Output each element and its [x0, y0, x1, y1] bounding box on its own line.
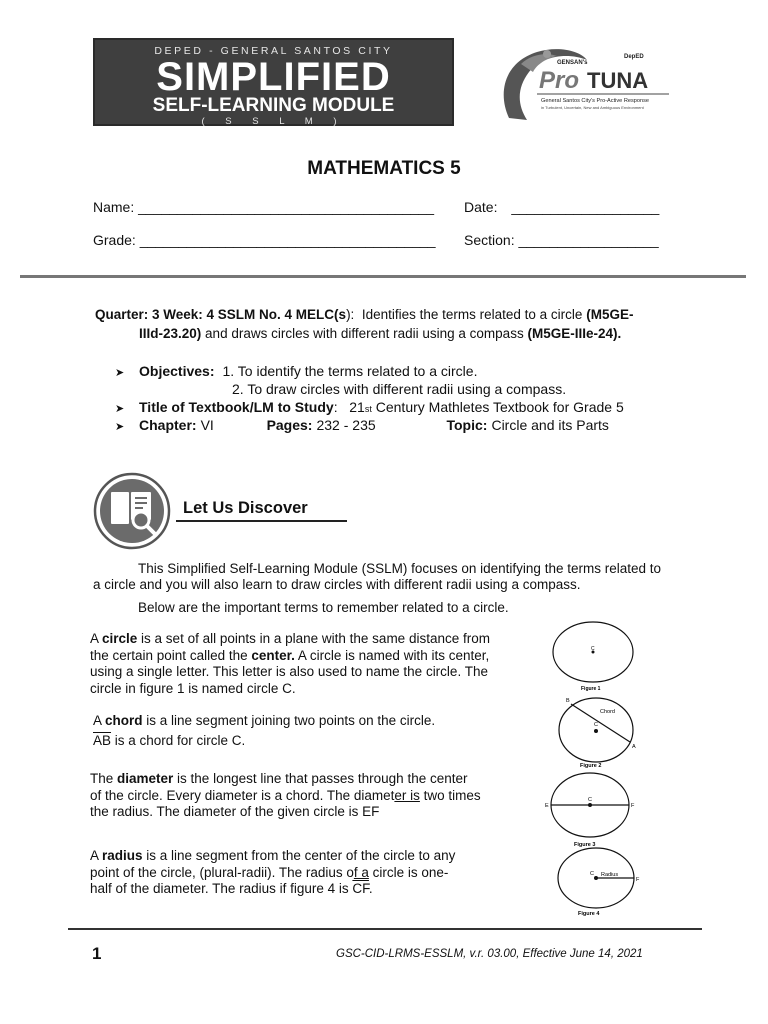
term-chord: chord [105, 713, 143, 728]
name-field[interactable] [93, 199, 434, 215]
discover-icon [93, 472, 173, 550]
footer-divider [68, 928, 702, 930]
term-circle: circle [102, 631, 138, 646]
figure-2-center-dot [594, 729, 598, 733]
grade-field[interactable] [93, 232, 436, 248]
melc-text-2: and draws circles with different radii using a compass [205, 326, 524, 341]
pages-value: 232 - 235 [316, 417, 376, 433]
chord-definition: A chord is a line segment joining two points on the circle. $\overline{AB}$ is a chord for circle C. [93, 713, 436, 748]
banner-deped: DEPED - GENERAL SANTOS CITY [154, 45, 393, 57]
figure-1-center-label: C [591, 646, 595, 652]
grade-label: Grade: [93, 232, 136, 248]
figure-4 [550, 845, 650, 921]
sslm-banner [93, 38, 454, 126]
section-field[interactable] [464, 232, 659, 248]
bullet-list [115, 362, 624, 434]
date-field[interactable] [464, 199, 659, 215]
quarter-label: Quarter: 3 Week: 4 SSLM No. 4 MELC(s [95, 307, 347, 322]
grade-blank[interactable]: ______________________________________ [139, 232, 436, 248]
figure-1-caption: Figure 1 [581, 686, 601, 692]
topic-value: Circle and its Parts [491, 417, 609, 433]
figure-4-radius-label: Radius [601, 872, 619, 878]
objectives-item [115, 362, 624, 380]
figure-3 [542, 770, 642, 848]
arrow-bullet-icon: ➤ [115, 403, 125, 415]
figure-3-caption: Figure 3 [574, 842, 596, 848]
figure-2-point-b: B [566, 698, 570, 704]
figure-2 [550, 694, 650, 770]
name-label: Name: [93, 199, 135, 215]
objectives-item-2 [115, 380, 624, 398]
arrow-bullet-icon: ➤ [115, 367, 125, 379]
section-label: Section: [464, 232, 515, 248]
figure-2-caption: Figure 2 [580, 763, 602, 769]
banner-module: SELF-LEARNING MODULE [152, 95, 395, 116]
logo-pro: Pro [539, 67, 580, 94]
logo-subtagline: in Turbulent, Uncertain, New and Ambiguous Environment [541, 105, 644, 110]
intro-line-2: a circle and you will also learn to draw circles with different radii using a compass. [93, 577, 581, 592]
intro-line-1: This Simplified Self-Learning Module (SSLM) focuses on identifying the terms related to [138, 561, 661, 576]
page-number: 1 [92, 944, 102, 963]
melc-code-2: (M5GE-IIIe-24). [527, 326, 622, 341]
figure-3-point-c: C [588, 797, 592, 803]
logo-tagline: General Santos City's Pro-Active Response [541, 98, 650, 104]
objective-2: 2. To draw circles with different radii using a compass. [232, 381, 567, 397]
discover-heading: Let Us Discover [183, 499, 308, 517]
term-radius: radius [102, 848, 143, 863]
objective-1: 1. To identify the terms related to a circle. [222, 363, 478, 379]
chapter-value: VI [200, 417, 214, 433]
figure-1 [545, 620, 645, 695]
circle-definition: A circle is a set of all points in a plane with the same distance from the certain point called the center. A circle is named with its center, using a single letter. This letter is also used to name the circle. The circle in figure 1 is named circle C. [90, 631, 490, 696]
textbook-label: Title of Textbook/LM to Study [139, 399, 334, 415]
chord-ab: $\overline{AB}$ [93, 732, 112, 748]
footer-code: GSC-CID-LRMS-ESSLM, v.r. 03.00, Effective June 14, 2021 [336, 948, 643, 960]
term-diameter: diameter [117, 771, 174, 786]
figure-2-chord-label: Chord [600, 709, 615, 715]
section-blank[interactable]: __________________ [518, 232, 659, 248]
melc-code-1a: (M5GE- [586, 307, 634, 322]
figure-3-center-dot [588, 803, 592, 807]
melc-block: Quarter: 3 Week: 4 SSLM No. 4 MELC(s): Identifies the terms related to a circle (M5GE- IIId-23.20) and draws circles with different radii using a compass (M5GE-IIIe-24). [95, 307, 634, 341]
figure-2-point-a: A [632, 744, 636, 750]
header-divider [20, 275, 746, 278]
page-title: MATHEMATICS 5 [307, 158, 461, 179]
melc-text-1: Identifies the terms related to a circle [361, 307, 583, 322]
figure-3-point-f: F [631, 803, 635, 809]
term-center: center. [251, 647, 295, 663]
topic-label: Topic: [446, 417, 488, 433]
logo-dot [543, 50, 551, 58]
intro-line-3: Below are the important terms to remember related to a circle. [138, 600, 509, 615]
textbook-value: Century Mathletes Textbook for Grade 5 [371, 399, 624, 415]
date-label: Date: [464, 199, 498, 215]
banner-sslm: ( S S L M ) [201, 116, 346, 127]
radius-definition: A radius is a line segment from the center of the circle to any point of the circle, (plural-radii). The radius of a circle is one- half of the diameter. The radius if figure 4 is $\overline{CF}$. [90, 848, 456, 896]
diameter-definition: The diameter is the longest line that passes through the center of the circle. Every diameter is a chord. The diameter is two times the radius. The diameter of the given circle is EF [90, 771, 481, 819]
name-blank[interactable]: ______________________________________ [138, 199, 434, 215]
textbook-item: ➤ Title of Textbook/LM to Study : 21 st Century Mathletes Textbook for Grade 5 [115, 398, 624, 416]
logo-deped: DepED [624, 54, 644, 60]
figure-4-point-c: C [590, 871, 594, 877]
figure-4-caption: Figure 4 [578, 911, 600, 917]
melc-code-1b: IIId-23.20) [139, 326, 202, 341]
objectives-label: Objectives: [139, 363, 215, 379]
radius-cf: $\overline{CF}$ [352, 881, 369, 896]
figure-4-center-dot [594, 876, 598, 880]
discover-underline [176, 520, 347, 522]
date-blank[interactable]: ___________________ [511, 199, 660, 215]
logo-gensan: GENSAN's [557, 60, 588, 66]
logo-tuna: TUNA [587, 68, 649, 93]
figure-2-point-c: C [594, 722, 598, 728]
chapter-label: Chapter: [139, 417, 197, 433]
figure-3-point-e: E [545, 803, 549, 809]
chapter-item [115, 416, 624, 434]
banner-simplified: SIMPLIFIED [156, 55, 391, 99]
figure-4-point-f: F [636, 877, 640, 883]
arrow-bullet-icon: ➤ [115, 421, 125, 433]
pages-label: Pages: [266, 417, 313, 433]
protuna-logo [487, 42, 677, 124]
